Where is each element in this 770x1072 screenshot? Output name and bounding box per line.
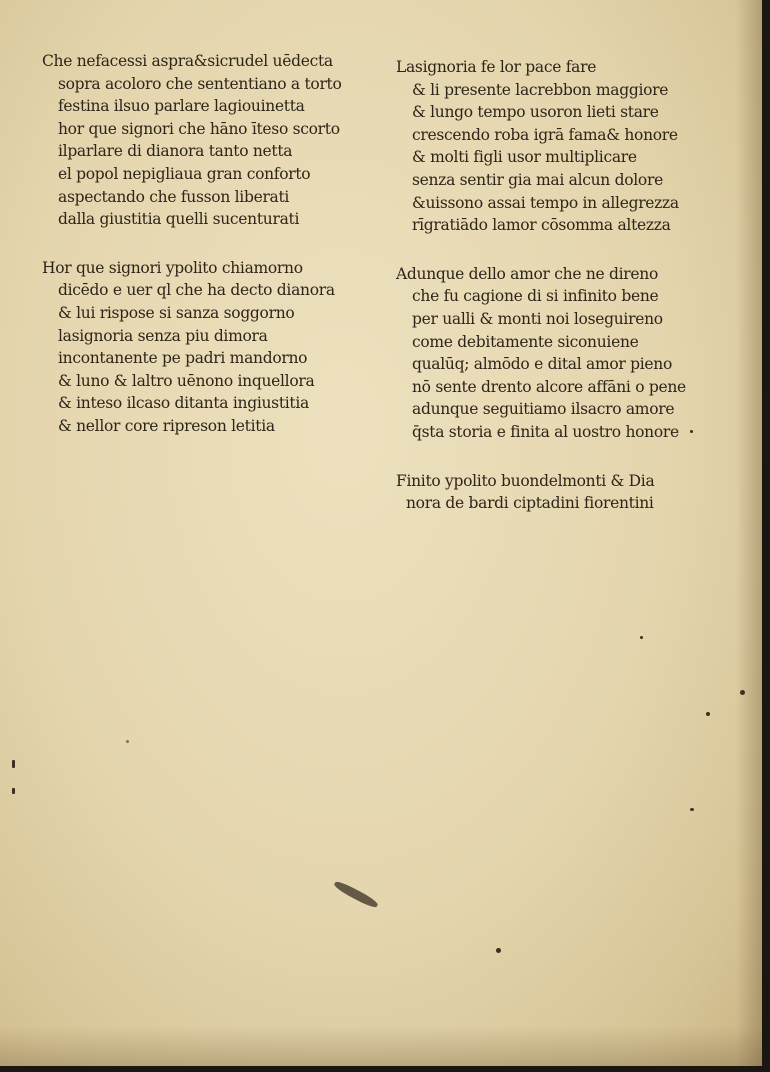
ink-speck bbox=[740, 690, 745, 695]
verse-line: &uissono assai tempo in allegrezza bbox=[412, 193, 679, 212]
verse-line: nō sente drento alcore affāni o pene bbox=[412, 377, 686, 396]
verse-line: & molti figli usor multiplicare bbox=[412, 148, 637, 167]
verse-line: hor que signori che hāno īteso scorto bbox=[58, 119, 340, 138]
verse-line: el popol nepigliaua gran conforto bbox=[58, 164, 311, 183]
verse-line: senza sentir gia mai alcun dolore bbox=[412, 170, 663, 189]
ink-speck bbox=[333, 879, 380, 909]
verse-line: come debitamente siconuiene bbox=[412, 332, 639, 351]
verse-line: & li presente lacrebbon maggiore bbox=[412, 80, 669, 99]
verse-line: & lui rispose si sanza soggorno bbox=[58, 303, 295, 322]
right-column bbox=[396, 56, 741, 541]
verse-line: aspectando che fusson liberati bbox=[58, 187, 290, 206]
ink-speck bbox=[12, 788, 15, 794]
verse-line: & inteso ilcaso ditanta ingiustitia bbox=[58, 394, 309, 413]
verse-line: & nellor core ripreson letitia bbox=[58, 416, 275, 435]
stanza-2 bbox=[42, 257, 377, 438]
ink-speck bbox=[690, 808, 694, 811]
verse-line: dalla giustitia quelli sucenturati bbox=[58, 210, 300, 229]
page-bottom-shadow bbox=[0, 1026, 762, 1066]
verse-line: q̄sta storia e finita al uostro honore bbox=[412, 422, 679, 441]
verse-line: & lungo tempo usoron lieti stare bbox=[412, 103, 659, 122]
ink-speck bbox=[690, 430, 693, 433]
verse-line: dicēdo e uer ql che ha decto dianora bbox=[58, 281, 335, 300]
stanza-3 bbox=[396, 56, 741, 237]
ink-speck bbox=[496, 948, 501, 953]
verse-line: lasignoria senza piu dimora bbox=[58, 326, 268, 345]
verse-line: per ualli & monti noi loseguireno bbox=[412, 309, 663, 328]
verse-line: adunque seguitiamo ilsacro amore bbox=[412, 400, 675, 419]
verse-line: sopra acoloro che sententiano a torto bbox=[58, 74, 342, 93]
verse-line: qualūq; almōdo e dital amor pieno bbox=[412, 355, 672, 374]
verse-line: Che nefacessi aspra&sicrudel uēdecta bbox=[42, 52, 333, 70]
ink-speck bbox=[706, 712, 710, 716]
verse-line: Adunque dello amor che ne direno bbox=[396, 264, 658, 283]
stanza-4 bbox=[396, 263, 741, 444]
colophon-line: nora de bardi ciptadini fiorentini bbox=[406, 494, 654, 513]
verse-line: che fu cagione di si infinito bene bbox=[412, 287, 659, 306]
ink-speck bbox=[126, 740, 129, 743]
verse-line: crescendo roba igrā fama& honore bbox=[412, 125, 678, 144]
left-column bbox=[42, 50, 377, 464]
colophon-line: Finito ypolito buondelmonti & Dia bbox=[396, 471, 655, 490]
ink-speck bbox=[640, 636, 643, 639]
verse-line: Hor que signori ypolito chiamorno bbox=[42, 258, 303, 277]
verse-line: ilparlare di dianora tanto netta bbox=[58, 142, 293, 161]
colophon bbox=[396, 470, 741, 515]
ink-speck bbox=[12, 760, 15, 768]
verse-line: Lasignoria fe lor pace fare bbox=[396, 58, 597, 76]
verse-line: rīgratiādo lamor cōsomma altezza bbox=[412, 216, 671, 235]
verse-line: festina ilsuo parlare lagiouinetta bbox=[58, 97, 305, 116]
verse-line: incontanente pe padri mandorno bbox=[58, 349, 308, 368]
verse-line: & luno & laltro uēnono inquellora bbox=[58, 371, 315, 390]
stanza-1 bbox=[42, 50, 377, 231]
